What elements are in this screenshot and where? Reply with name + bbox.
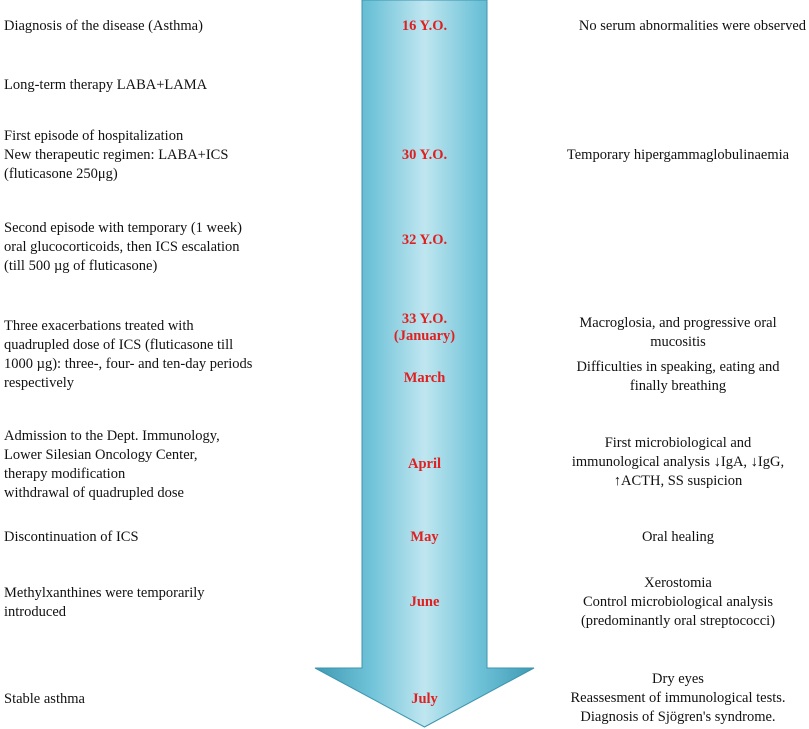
time-label-30yo: 30 Y.O. [401, 147, 448, 163]
event-description-first-hospitalization: First episode of hospitalization New therapeutic regimen: LABA+ICS (fluticasone 250μg) [4, 128, 229, 182]
time-label-july: July [411, 691, 438, 707]
finding-difficulties-speaking: Difficulties in speaking, eating and finally breathing [576, 359, 780, 394]
finding-xerostomia: Xerostomia Control microbiological analysis (predominantly oral streptococci) [580, 575, 776, 629]
finding-no-abnormalities: No serum abnormalities were observed [578, 18, 806, 34]
time-label-may: May [410, 529, 439, 545]
event-description-long-term-therapy: Long-term therapy LABA+LAMA [4, 77, 208, 93]
time-label-32yo: 32 Y.O. [401, 232, 448, 248]
time-label-march: March [403, 370, 446, 386]
finding-hipergammaglobulinaemia: Temporary hipergammaglobulinaemia [566, 147, 790, 163]
arrow-body [315, 0, 534, 727]
time-label-33yo-january: 33 Y.O. (January) [393, 311, 456, 344]
event-description-second-episode: Second episode with temporary (1 week) oral glucocorticoids, then ICS escalation (till 500 µg of fluticasone) [4, 220, 242, 274]
event-description-stable-asthma: Stable asthma [4, 691, 85, 707]
event-description-three-exacerbations: Three exacerbations treated with quadrupled dose of ICS (fluticasone till 1000 µg): three-, four- and ten-day periods respectively [4, 318, 253, 391]
event-description-diagnosis: Diagnosis of the disease (Asthma) [4, 18, 203, 34]
finding-first-microbiological-analysis: First microbiological and immunological analysis ↓IgA, ↓IgG, ↑ACTH, SS suspicion [571, 435, 785, 489]
time-label-16yo: 16 Y.O. [401, 18, 448, 34]
finding-oral-healing: Oral healing [641, 529, 715, 545]
time-label-april: April [407, 456, 442, 472]
event-description-admission: Admission to the Dept. Immunology, Lower Silesian Oncology Center, therapy modification withdrawal of quadrupled dose [4, 428, 220, 501]
event-description-methylxanthines: Methylxanthines were temporarily introduced [4, 585, 205, 620]
finding-sjogrens-diagnosis: Dry eyes Reassesment of immunological tests. Diagnosis of Sjögren's syndrome. [570, 671, 786, 725]
finding-macroglosia: Macroglosia, and progressive oral mucositis [579, 315, 777, 350]
event-description-discontinuation-ics: Discontinuation of ICS [4, 529, 139, 545]
time-label-june: June [409, 594, 440, 610]
